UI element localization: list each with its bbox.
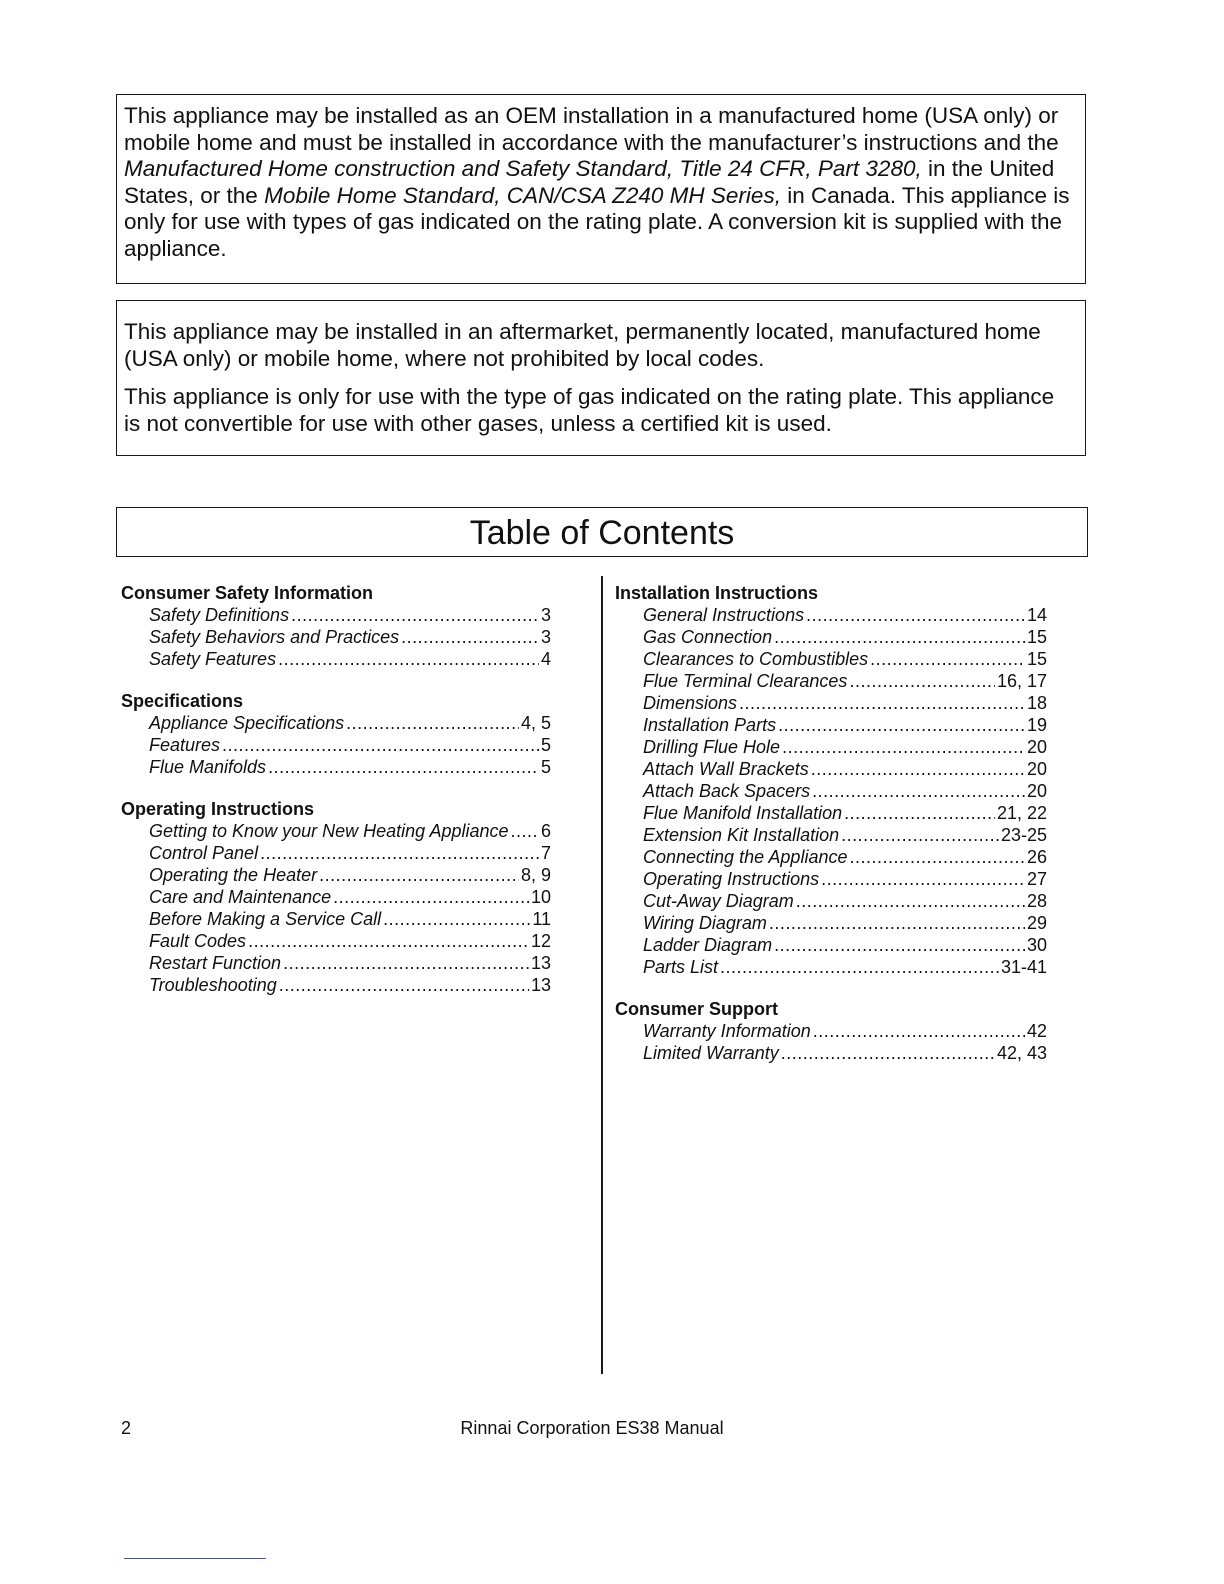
toc-leader-dots (319, 864, 519, 886)
toc-entry-page: 29 (1026, 913, 1047, 933)
toc-leader-dots (720, 956, 999, 978)
toc-leader-dots (781, 1042, 995, 1064)
toc-entry-page: 30 (1026, 935, 1047, 955)
toc-entry[interactable] (615, 912, 1047, 934)
toc-section-heading: Consumer Safety Information (121, 583, 374, 603)
toc-entry-title: Fault Codes (149, 931, 247, 951)
toc-leader-dots (268, 756, 539, 778)
toc-entry-title: Features (149, 735, 221, 755)
toc-entry[interactable] (121, 604, 551, 626)
toc-leader-dots (813, 1020, 1025, 1042)
toc-entry[interactable] (615, 868, 1047, 890)
toc-leader-dots (769, 912, 1025, 934)
toc-entry-page: 15 (1026, 649, 1047, 669)
toc-entry[interactable] (615, 934, 1047, 956)
toc-leader-dots (811, 758, 1025, 780)
toc-entry-title: Troubleshooting (149, 975, 277, 995)
toc-entry-page: 20 (1026, 759, 1047, 779)
toc-leader-dots (774, 626, 1025, 648)
toc-entry-title: Safety Behaviors and Practices (149, 627, 400, 647)
toc-entry-page: 3 (540, 627, 551, 647)
toc-entry[interactable] (615, 758, 1047, 780)
toc-entry[interactable] (615, 780, 1047, 802)
toc-leader-dots (291, 604, 539, 626)
toc-leader-dots (806, 604, 1025, 626)
toc-entry-page: 42, 43 (996, 1043, 1047, 1063)
toc-leader-dots (248, 930, 529, 952)
toc-leader-dots (283, 952, 529, 974)
toc-entry[interactable] (121, 648, 551, 670)
toc-entry-title: Dimensions (643, 693, 738, 713)
toc-entry-title: Limited Warranty (643, 1043, 779, 1063)
toc-leader-dots (511, 820, 539, 842)
toc-entry-title: Attach Back Spacers (643, 781, 811, 801)
toc-entry-page: 16, 17 (996, 671, 1047, 691)
toc-leader-dots (844, 802, 995, 824)
toc-leader-dots (812, 780, 1025, 802)
toc-entry-title: Drilling Flue Hole (643, 737, 781, 757)
toc-entry-title: Flue Terminal Clearances (643, 671, 848, 691)
toc-entry-page: 4 (540, 649, 551, 669)
toc-entry-page: 15 (1026, 627, 1047, 647)
toc-entry-page: 14 (1026, 605, 1047, 625)
toc-leader-dots (796, 890, 1025, 912)
toc-entry-page: 10 (530, 887, 551, 907)
toc-entry-title: Safety Features (149, 649, 277, 669)
toc-leader-dots (278, 648, 539, 670)
toc-entry[interactable] (121, 626, 551, 648)
toc-entry[interactable] (615, 890, 1047, 912)
toc-leader-dots (346, 712, 519, 734)
toc-section-heading: Consumer Support (615, 999, 779, 1019)
toc-section-heading: Installation Instructions (615, 583, 819, 603)
toc-entry-title: Before Making a Service Call (149, 909, 382, 929)
toc-leader-dots (279, 974, 529, 996)
toc-leader-dots (870, 648, 1025, 670)
toc-entry-title: Wiring Diagram (643, 913, 767, 933)
toc-entry-title: Appliance Specifications (149, 713, 345, 733)
toc-entry[interactable] (615, 626, 1047, 648)
toc-entry-title: Flue Manifold Installation (643, 803, 843, 823)
oem-installation-notice (116, 94, 1086, 284)
toc-entry-page: 28 (1026, 891, 1047, 911)
footer-text: Rinnai Corporation ES38 Manual (460, 1418, 724, 1438)
toc-entry[interactable] (615, 604, 1047, 626)
toc-entry-page: 20 (1026, 737, 1047, 757)
toc-entry[interactable] (615, 736, 1047, 758)
aftermarket-installation-notice (116, 300, 1086, 456)
toc-entry-title: Getting to Know your New Heating Appliance (149, 821, 509, 841)
toc-entry[interactable] (615, 648, 1047, 670)
toc-leader-dots (778, 714, 1025, 736)
toc-section (615, 998, 1047, 1064)
toc-entry-page: 31-41 (1000, 957, 1047, 977)
toc-title-box (116, 507, 1088, 557)
toc-entry-page: 11 (532, 909, 551, 929)
toc-entry-title: Extension Kit Installation (643, 825, 840, 845)
toc-entry[interactable] (615, 956, 1047, 978)
toc-entry[interactable] (615, 802, 1047, 824)
toc-entry-title: Attach Wall Brackets (643, 759, 809, 779)
toc-entry-page: 12 (530, 931, 551, 951)
toc-entry-title: Ladder Diagram (643, 935, 773, 955)
toc-section-heading: Specifications (121, 691, 244, 711)
toc-entry[interactable] (121, 974, 551, 996)
toc-entry-title: Parts List (643, 957, 719, 977)
toc-leader-dots (333, 886, 529, 908)
toc-entry-page: 21, 22 (996, 803, 1047, 823)
toc-section (121, 582, 551, 670)
toc-entry-page: 42 (1026, 1021, 1047, 1041)
toc-section (121, 798, 551, 996)
toc-entry-title: Safety Definitions (149, 605, 290, 625)
toc-entry[interactable] (121, 886, 551, 908)
toc-entry[interactable] (121, 952, 551, 974)
toc-left-column (121, 582, 551, 1016)
toc-entry-page: 13 (530, 975, 551, 995)
toc-leader-dots (849, 846, 1024, 868)
aftermarket-paragraph-1: This appliance may be installed in an aftermarket, permanently located, manufactured home (USA only) or mobile home, where not prohibited by local codes. (124, 319, 1041, 371)
toc-entry[interactable] (121, 756, 551, 778)
toc-leader-dots (774, 934, 1025, 956)
oem-installation-text: This appliance may be installed as an OEM installation in a manufactured home (USA only) or mobile home and must be installed in accordance with the manufacturer’s instructions and the Manufactured Home construction and Safety Standard, Title 24 CFR, Part 3280, in the United States, or the Mobile Home Standard, CAN/CSA Z240 MH Series, in Canada. This appliance is only for use with types of gas indicated on the rating plate. A conversion kit is supplied with the appliance. (124, 103, 1070, 261)
toc-entry-title: Gas Connection (643, 627, 773, 647)
page-number: 2 (121, 1418, 132, 1438)
toc-leader-dots (849, 670, 995, 692)
toc-entry-page: 20 (1026, 781, 1047, 801)
toc-leader-dots (821, 868, 1025, 890)
toc-leader-dots (739, 692, 1025, 714)
toc-entry-page: 26 (1026, 847, 1047, 867)
toc-entry[interactable] (615, 1020, 1047, 1042)
toc-entry-title: General Instructions (643, 605, 805, 625)
toc-entry-title: Control Panel (149, 843, 259, 863)
toc-entry-page: 8, 9 (520, 865, 551, 885)
toc-entry-title: Operating the Heater (149, 865, 318, 885)
toc-leader-dots (260, 842, 539, 864)
toc-entry-page: 18 (1026, 693, 1047, 713)
toc-entry[interactable] (121, 930, 551, 952)
toc-entry[interactable] (121, 734, 551, 756)
toc-entry-title: Warranty Information (643, 1021, 811, 1041)
toc-leader-dots (383, 908, 530, 930)
toc-leader-dots (401, 626, 539, 648)
toc-entry-title: Care and Maintenance (149, 887, 332, 907)
toc-entry[interactable] (121, 820, 551, 842)
toc-entry[interactable] (615, 846, 1047, 868)
toc-entry[interactable] (121, 712, 551, 734)
toc-entry-page: 19 (1026, 715, 1047, 735)
toc-entry[interactable] (615, 824, 1047, 846)
toc-title: Table of Contents (469, 514, 735, 552)
toc-leader-dots (782, 736, 1025, 758)
toc-entry[interactable] (121, 864, 551, 886)
toc-entry-title: Installation Parts (643, 715, 777, 735)
toc-entry-page: 5 (540, 735, 551, 755)
toc-entry[interactable] (121, 842, 551, 864)
toc-entry-page: 6 (540, 821, 551, 841)
toc-entry-page: 13 (530, 953, 551, 973)
toc-right-column (615, 582, 1047, 1084)
toc-entry-page: 27 (1026, 869, 1047, 889)
toc-entry[interactable] (121, 908, 551, 930)
toc-section (615, 582, 1047, 978)
toc-leader-dots (841, 824, 999, 846)
toc-entry-page: 3 (540, 605, 551, 625)
toc-entry[interactable] (615, 670, 1047, 692)
toc-entry[interactable] (615, 1042, 1047, 1064)
toc-entry[interactable] (615, 714, 1047, 736)
aftermarket-paragraph-2: This appliance is only for use with the type of gas indicated on the rating plate. This appliance is not convertible for use with other gases, unless a certified kit is used. (124, 384, 1055, 436)
toc-entry-title: Connecting the Appliance (643, 847, 848, 867)
toc-entry-title: Cut-Away Diagram (643, 891, 794, 911)
toc-entry-page: 4, 5 (520, 713, 551, 733)
toc-entry-title: Flue Manifolds (149, 757, 267, 777)
toc-section (121, 690, 551, 778)
toc-entry-title: Operating Instructions (643, 869, 820, 889)
toc-entry-title: Restart Function (149, 953, 282, 973)
column-divider (601, 576, 603, 1374)
toc-leader-dots (222, 734, 539, 756)
toc-entry-title: Clearances to Combustibles (643, 649, 869, 669)
toc-entry[interactable] (615, 692, 1047, 714)
toc-entry-page: 23-25 (1000, 825, 1047, 845)
toc-entry-page: 7 (540, 843, 551, 863)
bottom-rule (124, 1558, 266, 1559)
toc-entry-page: 5 (540, 757, 551, 777)
toc-section-heading: Operating Instructions (121, 799, 315, 819)
